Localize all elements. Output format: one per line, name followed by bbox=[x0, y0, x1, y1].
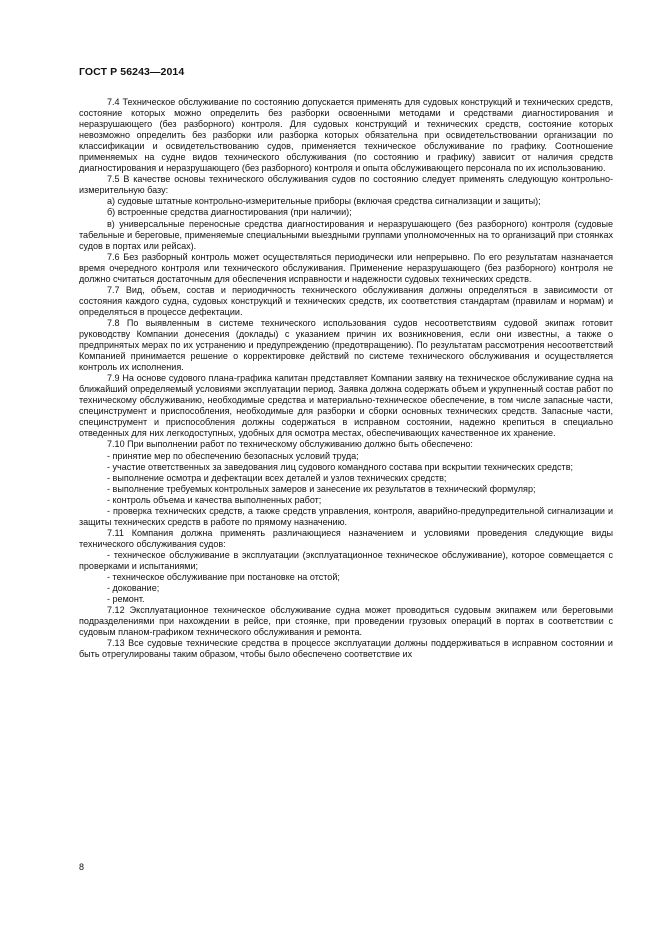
document-body bbox=[79, 97, 613, 660]
list-item: - техническое обслуживание в эксплуатации (эксплуатационное техническое обслуживание), которое совмещается с проверками и испытаниями; bbox=[79, 549, 613, 571]
paragraph-7-11: 7.11 Компания должна применять различающиеся назначением и условиями проведения следующие виды технического обслуживания судов: bbox=[79, 527, 613, 549]
list-item: - проверка технических средств, а также средств управления, контроля, аварийно-предупредительной сигнализации и защиты технических средств в работе по прямому назначению. bbox=[79, 505, 613, 527]
paragraph-7-7: 7.7 Вид, объем, состав и периодичность технического обслуживания должны определяться в зависимости от состояния каждого судна, судовых конструкций и технических средств, их соответствия стандартам (правилам и нормам) и определяться в процессе дефектации. bbox=[79, 284, 613, 317]
list-item: - выполнение осмотра и дефектации всех деталей и узлов технических средств; bbox=[107, 472, 447, 483]
paragraph-7-9: 7.9 На основе судового плана-графика капитан представляет Компании заявку на техническое обслуживание судна на ближайший определяемый условиями эксплуатации период. Заявка должна содержать объем и укрупненный состав работ по техническому обслуживанию, необходимые средства и материально-техническое обеспечение, в том числе запасные части, специнструмент и приспособления, необходимые для разборки и сборки основных технических средств. Запасные части, специнструмент и приспособления должны содержаться в исправном состоянии, надежно крепиться в специально отведенных для них легкодоступных, удобных для осмотра местах, обеспечивающих качественное их хранение. bbox=[79, 373, 613, 439]
list-item: - принятие мер по обеспечению безопасных условий труда; bbox=[107, 450, 359, 461]
paragraph-7-13: 7.13 Все судовые технические средства в процессе эксплуатации должны поддерживаться в исправном состоянии и быть отрегулированы таким образом, чтобы было обеспечено соответствие их bbox=[79, 638, 613, 660]
list-item: - участие ответственных за заведования лиц судового командного состава при вскрытии технических средств; bbox=[107, 461, 574, 472]
page-number: 8 bbox=[79, 862, 85, 872]
paragraph-7-8: 7.8 По выявленным в системе технического использования судов несоответствиям судовой экипаж готовит руководству Компании донесения (доклады) с указанием причин их возникновения, если они известны, а также о предпринятых мерах по их устранению и предупреждению (предотвращению). По результатам рассмотрения несоответствий Компанией принимается решение о корректировке действий по системе технического обслуживания и осуществляется контроль их исполнения. bbox=[79, 317, 613, 373]
paragraph-7-12: 7.12 Эксплуатационное техническое обслуживание судна может проводиться судовым экипажем или береговыми подразделениями при нахождении в рейсе, при стоянке, при проведении грузовых операций в портах в соответствии с судовым планом-графиком технического обслуживания и ремонта. bbox=[79, 605, 613, 638]
list-item: б) встроенные средства диагностирования (при наличии); bbox=[107, 207, 352, 218]
document-header: ГОСТ Р 56243—2014 bbox=[79, 66, 185, 78]
list-item: - ремонт. bbox=[107, 594, 145, 605]
list-item: - докование; bbox=[107, 583, 160, 594]
list-item: - выполнение требуемых контрольных замеров и занесение их результатов в технический формуляр; bbox=[107, 483, 536, 494]
paragraph-7-10: 7.10 При выполнении работ по техническому обслуживанию должно быть обеспечено: bbox=[107, 439, 473, 450]
paragraph-7-4: 7.4 Техническое обслуживание по состоянию допускается применять для судовых конструкций и технических средств, состояние которых можно определить без разборки освоенными методами и средствами диагностирования и неразрушающего (без разборного) контроля. Для судовых конструкций и технических средств, состояние которых невозможно определить без разборки или разборка которых обязательна при освидетельствовании организации по классификации и освидетельствованию судов, применяется техническое обслуживание по графику. Соотношение применяемых на судне видов технического обслуживания (по состоянию и графику) зависит от наличия средств диагностирования и неразрушающего (без разборного) контроля и опыта обслуживающего персонала по их использованию. bbox=[79, 97, 613, 174]
list-item: в) универсальные переносные средства диагностирования и неразрушающего (без разборного) контроля (судовые табельные и береговые, применяемые специальными выездными группами уполномоченных на то организаций при стоянках судов в портах или рейсах). bbox=[79, 218, 613, 251]
list-item: - контроль объема и качества выполненных работ; bbox=[107, 494, 322, 505]
paragraph-7-6: 7.6 Без разборный контроль может осуществляться периодически или непрерывно. По его результатам назначается время очередного контроля или технического обслуживания. Применение неразрушающего (без разборного) контроля не должно считаться достаточным для обеспечения исправности и надежности судовых технических средств. bbox=[79, 251, 613, 284]
list-item: а) судовые штатные контрольно-измерительные приборы (включая средства сигнализации и защиты); bbox=[107, 196, 541, 207]
list-item: - техническое обслуживание при постановке на отстой; bbox=[107, 572, 340, 583]
paragraph-7-5: 7.5 В качестве основы технического обслуживания судов по состоянию следует применять следующую контрольно-измерительную базу: bbox=[79, 174, 613, 196]
